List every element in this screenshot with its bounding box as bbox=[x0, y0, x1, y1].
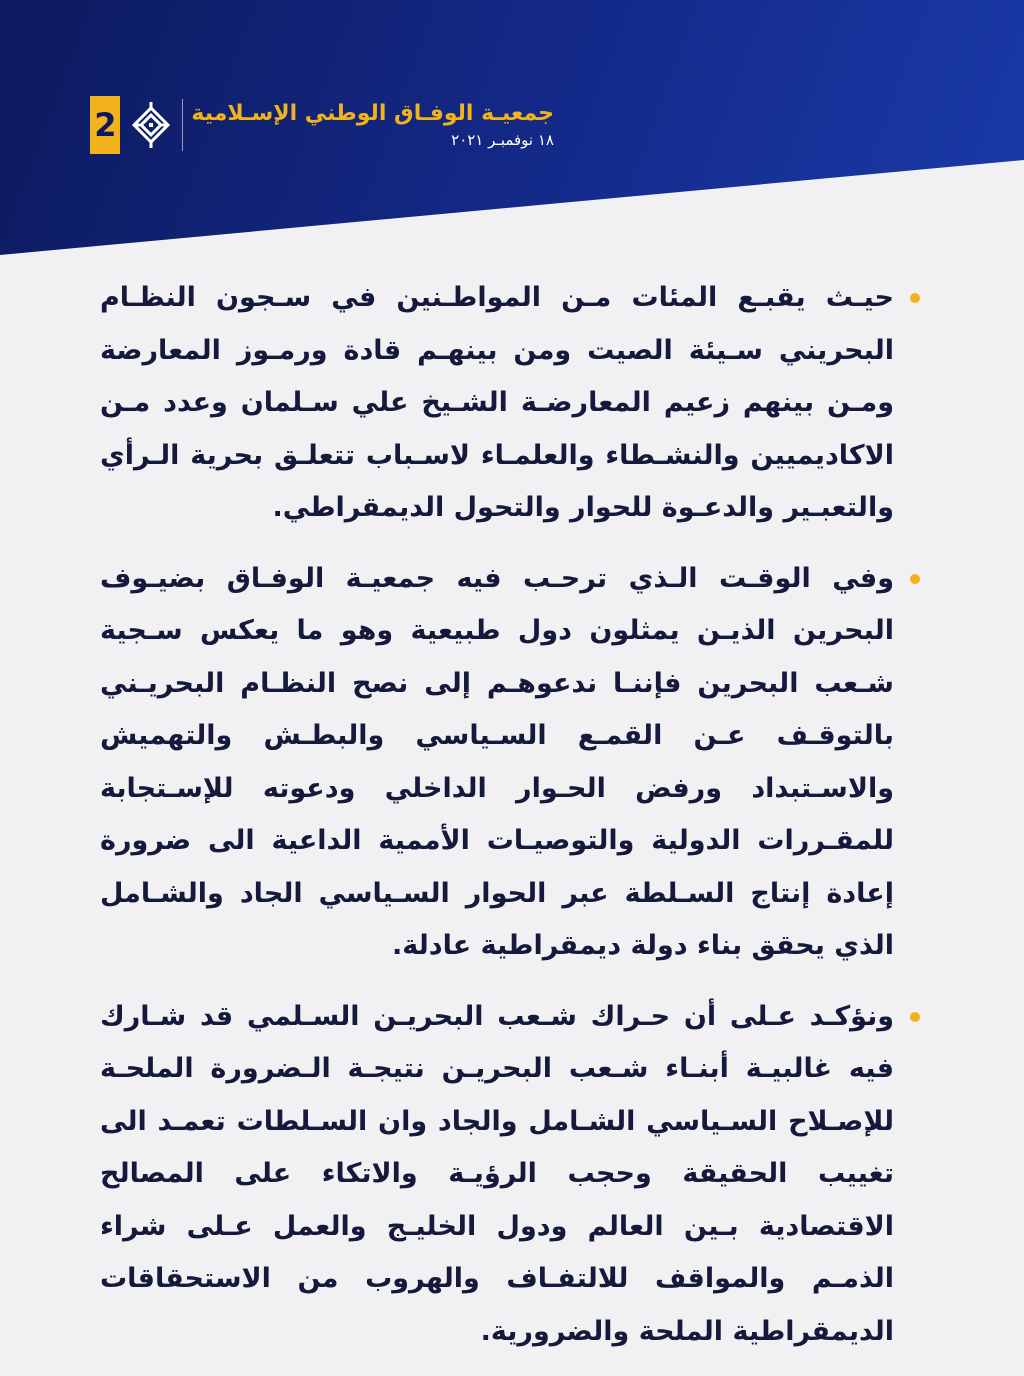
paragraph-3-text: ونؤكـد عـلى أن حـراك شـعب البحريـن السـلمي قد شـارك فيه غالبيـة أبنـاء شـعب البحريـن نتيجـة الـضرورة الملحـة للإصـلاح السـياسي الشـامل والجاد وان السـلطات تعمـد الى تغييب الحقيقة وحجب الرؤيـة والاتكاء على المصالح الاقتصادية بـين العالم ودول الخليـج والعمل عـلى شراء الذمـم والمواقف للالتفـاف والهروب من الاستحقاقات الديمقراطية الملحة والضرورية. bbox=[100, 1000, 894, 1347]
paragraph-2 bbox=[100, 553, 920, 973]
header-divider bbox=[182, 99, 183, 151]
brand-block bbox=[90, 96, 554, 154]
paragraph-1 bbox=[100, 272, 920, 535]
bullet-icon bbox=[910, 293, 920, 303]
brand-text bbox=[191, 99, 554, 151]
bullet-icon bbox=[910, 574, 920, 584]
publish-date: ١٨ نوفمبـر ٢٠٢١ bbox=[451, 131, 554, 149]
page-number-badge: 2 bbox=[90, 96, 120, 154]
statement-body bbox=[100, 272, 920, 1376]
al-wefaq-logo-icon bbox=[128, 96, 174, 154]
bullet-icon bbox=[910, 1012, 920, 1022]
organization-name: جمعيـة الوفـاق الوطني الإسـلامية bbox=[191, 101, 554, 126]
paragraph-2-text: وفي الوقـت الـذي ترحـب فيه جمعيـة الوفـاق بضيـوف البحرين الذيـن يمثلون دول طبيعية وهو ما يعكس سـجية شـعب البحرين فإننـا ندعوهـم إلى نصح النظـام البحريـني بالتوقـف عـن القمـع السـياسي والبطـش والتهميش والاسـتبداد ورفض الحـوار الداخلي ودعوته للإسـتجابة للمقـررات الدولية والتوصيـات الأممية الداعية الى ضرورة إعادة إنتاج السـلطة عبر الحوار السـياسي الجاد والشـامل الذي يحقق بناء دولة ديمقراطية عادلة. bbox=[100, 562, 894, 961]
paragraph-3 bbox=[100, 991, 920, 1359]
paragraph-1-text: حيـث يقبـع المئات مـن المواطـنين في سـجون النظـام البحريني سـيئة الصيت ومن بينهـم قادة ورمـوز المعارضة ومـن بينهم زعيم المعارضـة الشـيخ علي سـلمان وعدد مـن الاكاديميين والنشـطاء والعلمـاء لاسـباب تتعلـق بحرية الـرأي والتعبـير والدعـوة للحوار والتحول الديمقراطي. bbox=[100, 282, 894, 523]
